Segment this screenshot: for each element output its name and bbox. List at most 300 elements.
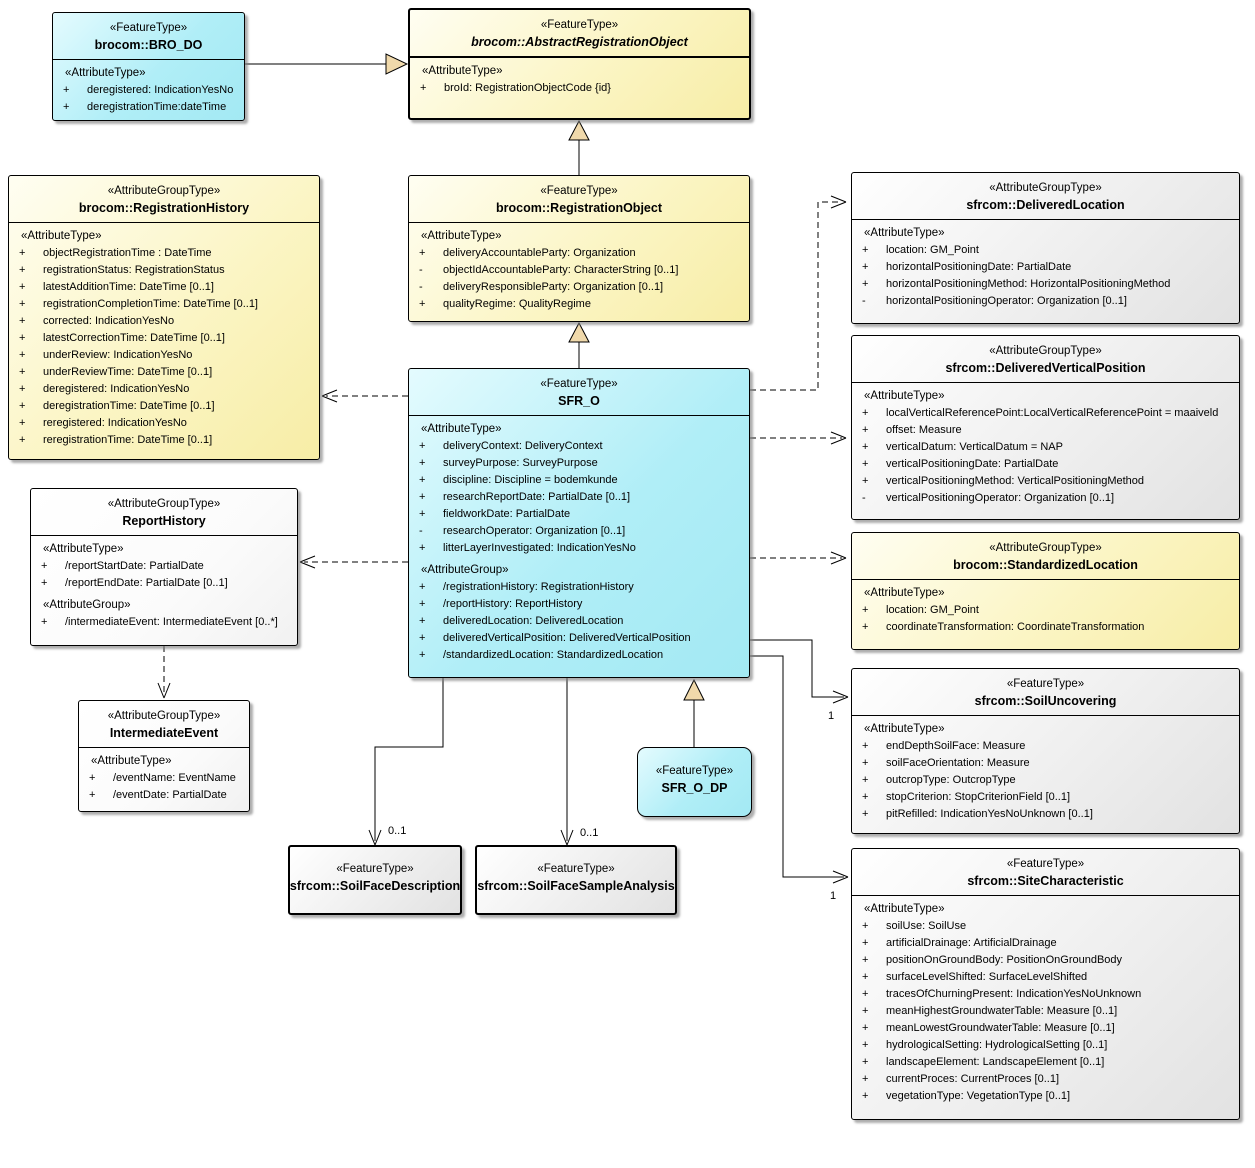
stereotype: «FeatureType» — [1006, 678, 1085, 690]
stereotype: «FeatureType» — [540, 378, 618, 390]
attribute-row — [855, 490, 1236, 507]
multiplicity-label: 0..1 — [580, 827, 599, 839]
stereotype: «AttributeGroupType» — [989, 345, 1102, 357]
attribute-text: /reportHistory: ReportHistory — [443, 598, 583, 610]
attribute-row — [412, 489, 746, 506]
attribute-row — [412, 438, 746, 455]
class-site-characteristic — [851, 848, 1240, 1120]
class-header — [852, 173, 1239, 219]
class-name: sfrcom::SoilFaceDescription — [289, 878, 461, 893]
class-sfr-o-dp — [637, 747, 752, 817]
visibility-marker: + — [862, 1056, 869, 1068]
generalization-sfr-o-dp-to-sfr-o — [684, 680, 704, 747]
generalization-sfr-o-to-registration-object — [569, 323, 589, 368]
attribute-text: broId: RegistrationObjectCode {id} — [444, 82, 611, 94]
stereotype: «AttributeGroupType» — [989, 542, 1102, 554]
attribute-section — [855, 225, 1236, 310]
open-arrowhead-icon — [831, 432, 846, 444]
visibility-marker: + — [19, 332, 26, 344]
class-attributes — [53, 59, 244, 119]
attribute-row — [855, 789, 1236, 806]
attribute-row — [412, 647, 746, 664]
class-header — [852, 336, 1239, 382]
association-sfr-o-to-soil-uncovering — [750, 640, 848, 722]
stereotype: «AttributeGroupType» — [107, 710, 221, 722]
attribute-text: /eventName: EventName — [113, 772, 236, 784]
attribute-section — [855, 721, 1236, 823]
visibility-marker: - — [862, 295, 866, 307]
class-name: sfrcom::DeliveredLocation — [966, 198, 1125, 212]
visibility-marker: + — [862, 1073, 869, 1085]
visibility-marker: - — [419, 525, 423, 537]
attribute-text: deliveryResponsibleParty: Organization [0..1] — [443, 281, 664, 293]
class-name: brocom::RegistrationObject — [496, 201, 662, 215]
open-arrowhead-icon — [831, 552, 846, 564]
attribute-text: latestCorrectionTime: DateTime [0..1] — [43, 332, 225, 344]
attribute-row — [12, 415, 316, 432]
attribute-section — [413, 63, 746, 97]
attribute-text: corrected: IndicationYesNo — [43, 315, 175, 327]
class-header — [79, 701, 249, 747]
class-soil-face-sample-analysis — [475, 845, 677, 915]
dependency-sfr-o-to-standardized-location — [750, 552, 846, 564]
visibility-marker: + — [419, 649, 426, 661]
class-registration-object — [408, 175, 750, 322]
attribute-row — [12, 313, 316, 330]
open-arrowhead-icon — [158, 683, 170, 698]
stereotype: «AttributeGroupType» — [989, 182, 1102, 194]
attribute-section — [855, 388, 1236, 507]
attribute-text: verticalPositioningMethod: VerticalPositioningMethod — [886, 475, 1145, 487]
class-header — [409, 176, 749, 222]
visibility-marker: + — [862, 475, 869, 487]
attribute-row — [855, 935, 1236, 952]
attribute-row — [855, 405, 1236, 422]
section-stereotype: «AttributeGroup» — [43, 599, 131, 611]
attribute-section — [855, 901, 1236, 1105]
attribute-text: /intermediateEvent: IntermediateEvent [0..*] — [65, 616, 278, 628]
attribute-section — [34, 597, 294, 631]
attribute-text: stopCriterion: StopCriterionField [0..1] — [886, 791, 1071, 803]
attribute-text: deregistrationTime:dateTime — [87, 101, 227, 113]
attribute-text: litterLayerInvestigated: IndicationYesNo — [443, 542, 636, 554]
attribute-row — [855, 1054, 1236, 1071]
attribute-row — [855, 969, 1236, 986]
attribute-text: deliveredVerticalPosition: DeliveredVerticalPosition — [443, 632, 691, 644]
attribute-text: verticalPositioningOperator: Organization [0..1] — [886, 492, 1115, 504]
section-stereotype: «AttributeType» — [421, 230, 502, 242]
attribute-row — [855, 952, 1236, 969]
attribute-text: researchOperator: Organization [0..1] — [443, 525, 626, 537]
attribute-row — [855, 242, 1236, 259]
attribute-text: researchReportDate: PartialDate [0..1] — [443, 491, 631, 503]
stereotype: «FeatureType» — [537, 862, 615, 875]
attribute-text: horizontalPositioningDate: PartialDate — [886, 261, 1072, 273]
attribute-text: tracesOfChurningPresent: IndicationYesNoUnknown — [886, 988, 1142, 1000]
class-name: sfrcom::SoilUncovering — [974, 694, 1117, 708]
visibility-marker: + — [19, 298, 26, 310]
visibility-marker: + — [862, 920, 869, 932]
attribute-text: underReviewTime: DateTime [0..1] — [43, 366, 213, 378]
visibility-marker: + — [862, 458, 869, 470]
attribute-row — [412, 296, 746, 313]
attribute-text: fieldworkDate: PartialDate — [443, 508, 571, 520]
dependency-report-history-to-intermediate-event — [158, 646, 170, 698]
multiplicity-label: 1 — [830, 890, 837, 902]
class-standardized-location — [851, 532, 1240, 650]
stereotype: «FeatureType» — [1006, 858, 1085, 870]
visibility-marker: + — [19, 434, 26, 446]
attribute-row — [12, 330, 316, 347]
class-header — [852, 533, 1239, 579]
attribute-row — [412, 613, 746, 630]
visibility-marker: + — [41, 560, 48, 572]
visibility-marker: + — [63, 101, 70, 113]
visibility-marker: + — [862, 621, 869, 633]
attribute-text: reregistered: IndicationYesNo — [43, 417, 187, 429]
visibility-marker: + — [19, 383, 26, 395]
class-delivered-location — [851, 172, 1240, 324]
section-stereotype: «AttributeType» — [864, 723, 945, 735]
attribute-row — [855, 1071, 1236, 1088]
visibility-marker: + — [419, 615, 426, 627]
visibility-marker: + — [862, 757, 869, 769]
class-soil-face-description — [288, 845, 462, 915]
visibility-marker: + — [862, 808, 869, 820]
attribute-text: deregistered: IndicationYesNo — [87, 84, 234, 96]
class-header — [53, 13, 244, 59]
attribute-row — [82, 770, 246, 787]
section-stereotype: «AttributeType» — [864, 587, 945, 599]
attribute-row — [12, 381, 316, 398]
class-header — [9, 176, 319, 222]
visibility-marker: + — [862, 261, 869, 273]
attribute-text: objectIdAccountableParty: CharacterString [0..1] — [443, 264, 679, 276]
visibility-marker: + — [19, 264, 26, 276]
visibility-marker: + — [862, 1005, 869, 1017]
visibility-marker: + — [862, 740, 869, 752]
visibility-marker: + — [19, 417, 26, 429]
attribute-section — [412, 421, 746, 557]
attribute-text: verticalPositioningDate: PartialDate — [886, 458, 1059, 470]
visibility-marker: + — [420, 82, 427, 94]
attribute-row — [12, 347, 316, 364]
attribute-row — [855, 456, 1236, 473]
visibility-marker: + — [19, 400, 26, 412]
attribute-section — [855, 585, 1236, 636]
visibility-marker: + — [862, 1090, 869, 1102]
attribute-row — [12, 364, 316, 381]
visibility-marker: + — [19, 247, 26, 259]
class-soil-uncovering — [851, 668, 1240, 834]
attribute-text: verticalDatum: VerticalDatum = NAP — [886, 441, 1063, 453]
visibility-marker: + — [419, 298, 426, 310]
visibility-marker: + — [19, 315, 26, 327]
attribute-text: meanHighestGroundwaterTable: Measure [0..1] — [886, 1005, 1118, 1017]
visibility-marker: + — [419, 440, 426, 452]
class-name: brocom::AbstractRegistrationObject — [471, 35, 688, 49]
attribute-text: landscapeElement: LandscapeElement [0..1] — [886, 1056, 1105, 1068]
attribute-row — [56, 99, 241, 116]
attribute-text: location: GM_Point — [886, 244, 979, 256]
section-stereotype: «AttributeType» — [422, 65, 503, 77]
attribute-text: currentProces: CurrentProces [0..1] — [886, 1073, 1060, 1085]
attribute-row — [855, 602, 1236, 619]
section-stereotype: «AttributeType» — [21, 230, 102, 242]
open-arrowhead-icon — [561, 830, 573, 845]
visibility-marker: + — [419, 457, 426, 469]
stereotype: «FeatureType» — [336, 862, 414, 875]
attribute-text: soilFaceOrientation: Measure — [886, 757, 1030, 769]
visibility-marker: - — [862, 492, 866, 504]
class-header — [656, 763, 733, 802]
attribute-row — [855, 1088, 1236, 1105]
attribute-row — [412, 540, 746, 557]
attribute-text: endDepthSoilFace: Measure — [886, 740, 1026, 752]
generalization-bro-do-to-abstract — [245, 54, 407, 74]
section-stereotype: «AttributeType» — [864, 390, 945, 402]
class-name: brocom::StandardizedLocation — [953, 558, 1138, 572]
visibility-marker: - — [419, 264, 423, 276]
stereotype: «FeatureType» — [540, 19, 619, 31]
attribute-text: /reportEndDate: PartialDate [0..1] — [65, 577, 228, 589]
attribute-row — [855, 1037, 1236, 1054]
dependency-sfr-o-to-delivered-vertical-position — [750, 432, 846, 444]
attribute-row — [855, 422, 1236, 439]
attribute-section — [56, 65, 241, 116]
attribute-row — [34, 614, 294, 631]
attribute-row — [855, 439, 1236, 456]
stereotype: «FeatureType» — [540, 185, 618, 197]
visibility-marker: + — [89, 789, 96, 801]
visibility-marker: + — [419, 474, 426, 486]
class-attributes — [852, 895, 1239, 1108]
attribute-section — [412, 562, 746, 664]
association-sfr-o-to-soil-face-description — [369, 678, 443, 845]
attribute-row — [855, 1003, 1236, 1020]
visibility-marker: + — [862, 774, 869, 786]
class-name: sfrcom::DeliveredVerticalPosition — [945, 361, 1146, 375]
attribute-text: location: GM_Point — [886, 604, 979, 616]
visibility-marker: + — [862, 244, 869, 256]
visibility-marker: + — [862, 604, 869, 616]
generalization-triangle-icon — [684, 680, 704, 700]
attribute-text: soilUse: SoilUse — [886, 920, 967, 932]
section-stereotype: «AttributeType» — [864, 227, 945, 239]
association-sfr-o-to-site-characteristic — [750, 656, 848, 902]
visibility-marker: + — [419, 598, 426, 610]
attribute-row — [855, 772, 1236, 789]
class-attributes — [410, 56, 749, 100]
attribute-text: /reportStartDate: PartialDate — [65, 560, 204, 572]
class-attributes — [852, 579, 1239, 639]
attribute-row — [12, 432, 316, 449]
visibility-marker: + — [419, 508, 426, 520]
open-arrowhead-icon — [300, 556, 315, 568]
attribute-row — [855, 806, 1236, 823]
multiplicity-label: 1 — [828, 710, 835, 722]
attribute-row — [412, 506, 746, 523]
visibility-marker: + — [89, 772, 96, 784]
attribute-text: artificialDrainage: ArtificialDrainage — [886, 937, 1057, 949]
visibility-marker: + — [862, 971, 869, 983]
attribute-row — [56, 82, 241, 99]
attribute-text: outcropType: OutcropType — [886, 774, 1016, 786]
visibility-marker: + — [41, 577, 48, 589]
class-name: SFR_O — [558, 394, 600, 408]
visibility-marker: + — [862, 278, 869, 290]
visibility-marker: + — [862, 1022, 869, 1034]
class-registration-history — [8, 175, 320, 460]
visibility-marker: - — [419, 281, 423, 293]
section-stereotype: «AttributeType» — [65, 67, 146, 79]
class-intermediate-event — [78, 700, 250, 812]
attribute-row — [412, 262, 746, 279]
attribute-row — [855, 918, 1236, 935]
attribute-text: surveyPurpose: SurveyPurpose — [443, 457, 598, 469]
generalization-registration-object-to-abstract — [569, 121, 589, 175]
attribute-text: /registrationHistory: RegistrationHistory — [443, 581, 634, 593]
generalization-triangle-icon — [569, 323, 589, 342]
open-arrowhead-icon — [833, 871, 848, 883]
attribute-text: surfaceLevelShifted: SurfaceLevelShifted — [886, 971, 1088, 983]
class-name: brocom::RegistrationHistory — [78, 201, 250, 215]
attribute-row — [412, 455, 746, 472]
attribute-row — [855, 619, 1236, 636]
visibility-marker: + — [19, 349, 26, 361]
attribute-text: pitRefilled: IndicationYesNoUnknown [0..1] — [886, 808, 1093, 820]
visibility-marker: + — [19, 281, 26, 293]
attribute-text: latestAdditionTime: DateTime [0..1] — [43, 281, 214, 293]
attribute-text: deliveryAccountableParty: Organization — [443, 247, 636, 259]
dependency-sfr-o-to-delivered-location — [750, 196, 846, 390]
attribute-text: registrationCompletionTime: DateTime [0..1] — [43, 298, 258, 310]
class-header — [852, 849, 1239, 895]
class-name: sfrcom::SoilFaceSampleAnalysis — [477, 878, 675, 893]
attribute-row — [855, 1020, 1236, 1037]
attribute-row — [412, 630, 746, 647]
attribute-text: coordinateTransformation: CoordinateTransformation — [886, 621, 1145, 633]
class-attributes — [409, 415, 749, 667]
section-stereotype: «AttributeType» — [43, 543, 124, 555]
class-header — [31, 489, 297, 535]
attribute-row — [12, 398, 316, 415]
attribute-row — [412, 245, 746, 262]
attribute-row — [12, 279, 316, 296]
class-name: IntermediateEvent — [109, 726, 219, 740]
visibility-marker: + — [19, 366, 26, 378]
class-bro-do — [52, 12, 245, 121]
visibility-marker: + — [862, 937, 869, 949]
attribute-row — [855, 755, 1236, 772]
generalization-triangle-icon — [569, 121, 589, 140]
class-abstract-registration-object — [408, 8, 751, 120]
attribute-text: /eventDate: PartialDate — [113, 789, 227, 801]
attribute-row — [855, 259, 1236, 276]
attribute-text: positionOnGroundBody: PositionOnGroundBody — [886, 954, 1123, 966]
visibility-marker: + — [862, 791, 869, 803]
class-header — [409, 369, 749, 415]
attribute-row — [412, 579, 746, 596]
class-header — [852, 669, 1239, 715]
class-header — [410, 10, 749, 56]
class-name: ReportHistory — [122, 514, 206, 528]
visibility-marker: + — [419, 247, 426, 259]
class-attributes — [9, 222, 319, 452]
open-arrowhead-icon — [831, 196, 846, 208]
attribute-section — [34, 541, 294, 592]
open-arrowhead-icon — [369, 830, 381, 845]
attribute-row — [412, 279, 746, 296]
visibility-marker: + — [419, 491, 426, 503]
attribute-row — [855, 738, 1236, 755]
attribute-text: underReview: IndicationYesNo — [43, 349, 193, 361]
open-arrowhead-icon — [833, 691, 848, 703]
class-attributes — [31, 535, 297, 634]
attribute-text: horizontalPositioningOperator: Organization [0..1] — [886, 295, 1127, 307]
class-attributes — [409, 222, 749, 316]
attribute-section — [82, 753, 246, 804]
class-header — [290, 861, 460, 900]
attribute-text: objectRegistrationTime : DateTime — [43, 247, 212, 259]
section-stereotype: «AttributeType» — [864, 903, 945, 915]
attribute-text: meanLowestGroundwaterTable: Measure [0..1] — [886, 1022, 1115, 1034]
attribute-text: reregistrationTime: DateTime [0..1] — [43, 434, 213, 446]
stereotype: «AttributeGroupType» — [107, 498, 221, 510]
class-delivered-vertical-position — [851, 335, 1240, 520]
attribute-row — [12, 296, 316, 313]
attribute-row — [855, 276, 1236, 293]
attribute-text: offset: Measure — [886, 424, 962, 436]
attribute-text: deliveredLocation: DeliveredLocation — [443, 615, 624, 627]
attribute-text: horizontalPositioningMethod: HorizontalPositioningMethod — [886, 278, 1171, 290]
class-sfr-o — [408, 368, 750, 678]
generalization-triangle-icon — [386, 54, 407, 74]
visibility-marker: + — [862, 441, 869, 453]
attribute-row — [34, 558, 294, 575]
attribute-text: registrationStatus: RegistrationStatus — [43, 264, 225, 276]
stereotype: «FeatureType» — [109, 22, 188, 34]
attribute-section — [12, 228, 316, 449]
class-attributes — [852, 382, 1239, 510]
visibility-marker: + — [862, 1039, 869, 1051]
visibility-marker: + — [63, 84, 70, 96]
attribute-text: deregistrationTime: DateTime [0..1] — [43, 400, 215, 412]
visibility-marker: + — [862, 954, 869, 966]
attribute-row — [413, 80, 746, 97]
attribute-row — [855, 293, 1236, 310]
attribute-row — [34, 575, 294, 592]
multiplicity-label: 0..1 — [388, 825, 407, 837]
visibility-marker: + — [862, 407, 869, 419]
dependency-sfr-o-to-registration-history — [322, 390, 408, 402]
class-attributes — [852, 715, 1239, 826]
attribute-text: /standardizedLocation: StandardizedLocation — [443, 649, 664, 661]
open-arrowhead-icon — [322, 390, 337, 402]
class-name: brocom::BRO_DO — [94, 38, 203, 52]
association-sfr-o-to-soil-face-sample-analysis — [561, 678, 598, 845]
visibility-marker: + — [419, 542, 426, 554]
attribute-row — [412, 472, 746, 489]
class-attributes — [852, 219, 1239, 313]
class-attributes — [79, 747, 249, 807]
class-header — [477, 861, 674, 900]
class-name: SFR_O_DP — [661, 780, 728, 795]
stereotype: «FeatureType» — [655, 764, 734, 777]
attribute-row — [412, 523, 746, 540]
attribute-text: vegetationType: VegetationType [0..1] — [886, 1090, 1071, 1102]
attribute-text: deregistered: IndicationYesNo — [43, 383, 190, 395]
